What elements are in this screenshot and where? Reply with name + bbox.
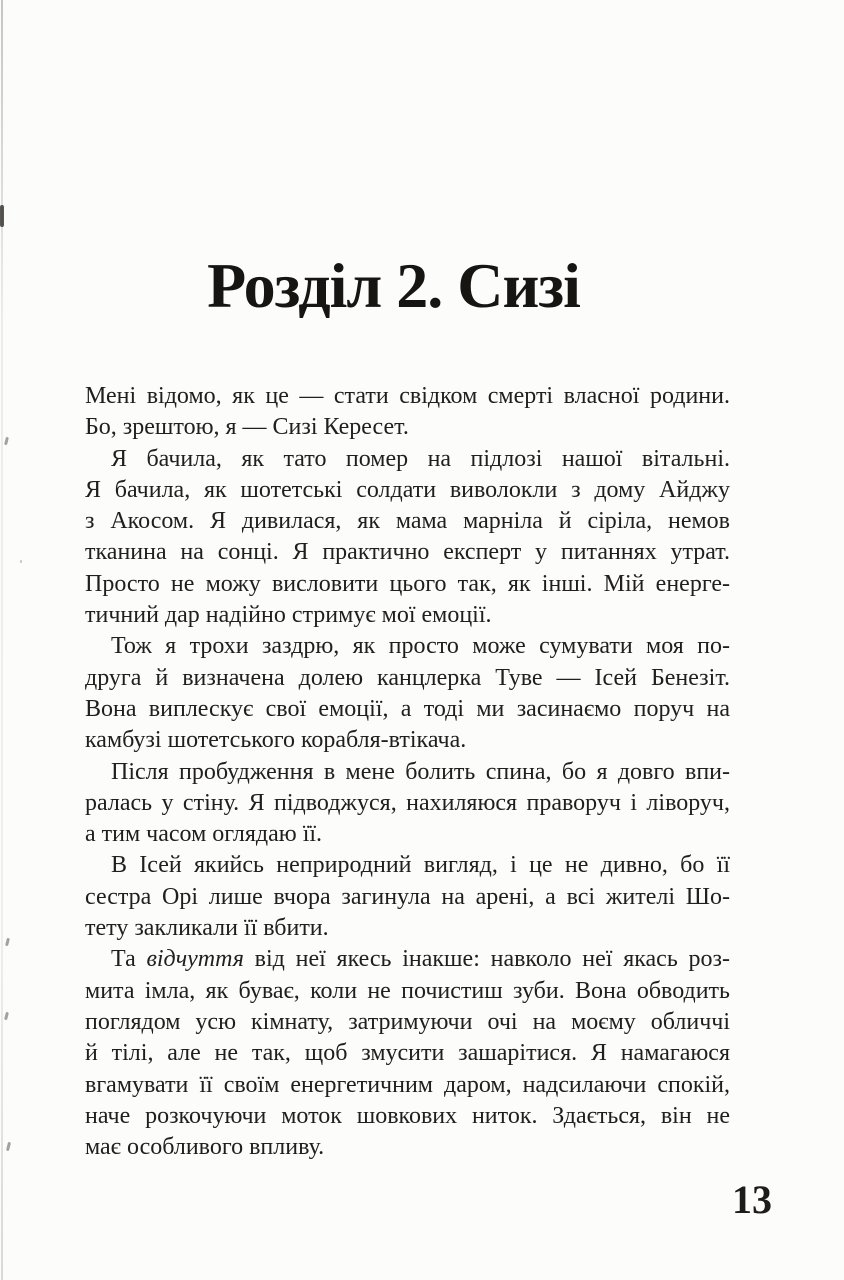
text-segment: тканина на сонці. Я практично експерт у питаннях утрат. <box>85 539 730 566</box>
text-segment: Бо, зрештою, я — Сизі Кересет. <box>85 414 409 441</box>
text-line <box>85 694 730 725</box>
text-segment: тичний дар надійно стримує мої емоції. <box>85 602 492 629</box>
text-line <box>85 444 730 475</box>
text-segment: й тілі, але не так, щоб змусити зашарітися. Я намагаюся <box>85 1040 730 1067</box>
text-line <box>85 1070 730 1101</box>
scan-speck <box>6 1142 11 1151</box>
text-segment: друга й визначена долею канцлерка Туве — Ісей Бенезіт. <box>85 664 730 691</box>
text-line <box>85 1038 730 1069</box>
text-segment: Після пробудження в мене болить спина, бо я довго впи- <box>111 758 730 785</box>
text-segment: Я бачила, як шотетські солдати виволокли з дому Айджу <box>85 476 730 503</box>
text-line <box>85 819 730 850</box>
text-segment: має особливого впливу. <box>85 1134 325 1161</box>
text-segment: тету закликали її вбити. <box>85 915 329 942</box>
text-line <box>85 1007 730 1038</box>
text-line <box>85 506 730 537</box>
text-segment: а тим часом оглядаю її. <box>85 821 323 848</box>
text-segment: камбузі шотетського корабля-втікача. <box>85 727 467 754</box>
text-line <box>85 631 730 662</box>
text-segment: В Ісей якийсь неприродний вигляд, і це не дивно, бо її <box>111 852 730 879</box>
text-segment: Просто не можу висловити цього так, як інші. Мій енерге- <box>85 570 730 597</box>
page-number: 13 <box>732 1177 772 1222</box>
text-segment: з Акосом. Я дивилася, як мама марніла й сіріла, немов <box>85 508 730 535</box>
text-line <box>85 663 730 694</box>
text-line <box>85 1101 730 1132</box>
text-segment: мита імла, як буває, коли не почистиш зуби. Вона обводить <box>85 977 730 1004</box>
scan-speck <box>20 560 23 563</box>
text-segment: сестра Орі лише вчора загинула на арені, а всі жителі Шо- <box>85 883 730 910</box>
scan-edge-mark <box>0 205 4 227</box>
text-line <box>85 725 730 756</box>
chapter-title: Розділ 2. Сизі <box>207 250 580 321</box>
text-segment: Та <box>111 946 147 973</box>
scan-edge-artifact <box>1 0 3 1280</box>
scan-speck <box>5 938 10 946</box>
text-line <box>85 850 730 881</box>
text-line <box>85 1132 730 1163</box>
text-segment: Я бачила, як тато помер на підлозі нашої вітальні. <box>111 445 730 472</box>
text-line <box>85 381 730 412</box>
text-segment: від неї якесь інакше: навколо неї якась роз- <box>243 946 730 973</box>
text-segment: наче розкочуючи моток шовкових ниток. Здається, він не <box>85 1102 730 1129</box>
text-line <box>85 788 730 819</box>
text-line <box>85 976 730 1007</box>
text-segment: поглядом усю кімнату, затримуючи очі на моєму обличчі <box>85 1008 730 1035</box>
text-line <box>85 537 730 568</box>
text-line <box>85 600 730 631</box>
text-line <box>85 944 730 975</box>
body-text <box>85 381 730 1163</box>
text-line <box>85 475 730 506</box>
text-line <box>85 757 730 788</box>
italic-text-segment: відчуття <box>146 946 244 973</box>
text-segment: Тож я трохи заздрю, як просто може сумувати моя по- <box>111 633 730 660</box>
scan-speck <box>4 437 9 445</box>
scan-speck <box>4 1012 9 1020</box>
text-line <box>85 412 730 443</box>
text-segment: вгамувати її своїм енергетичним даром, надсилаючи спокій, <box>85 1071 730 1098</box>
text-segment: Мені відомо, як це — стати свідком смерті власної родини. <box>85 383 730 409</box>
text-line <box>85 882 730 913</box>
text-segment: Вона виплескує свої емоції, а тоді ми засинаємо поруч на <box>85 695 730 722</box>
text-line <box>85 913 730 944</box>
text-segment: ралась у стіну. Я підводжуся, нахиляюся праворуч і ліворуч, <box>85 789 730 816</box>
text-line <box>85 569 730 600</box>
